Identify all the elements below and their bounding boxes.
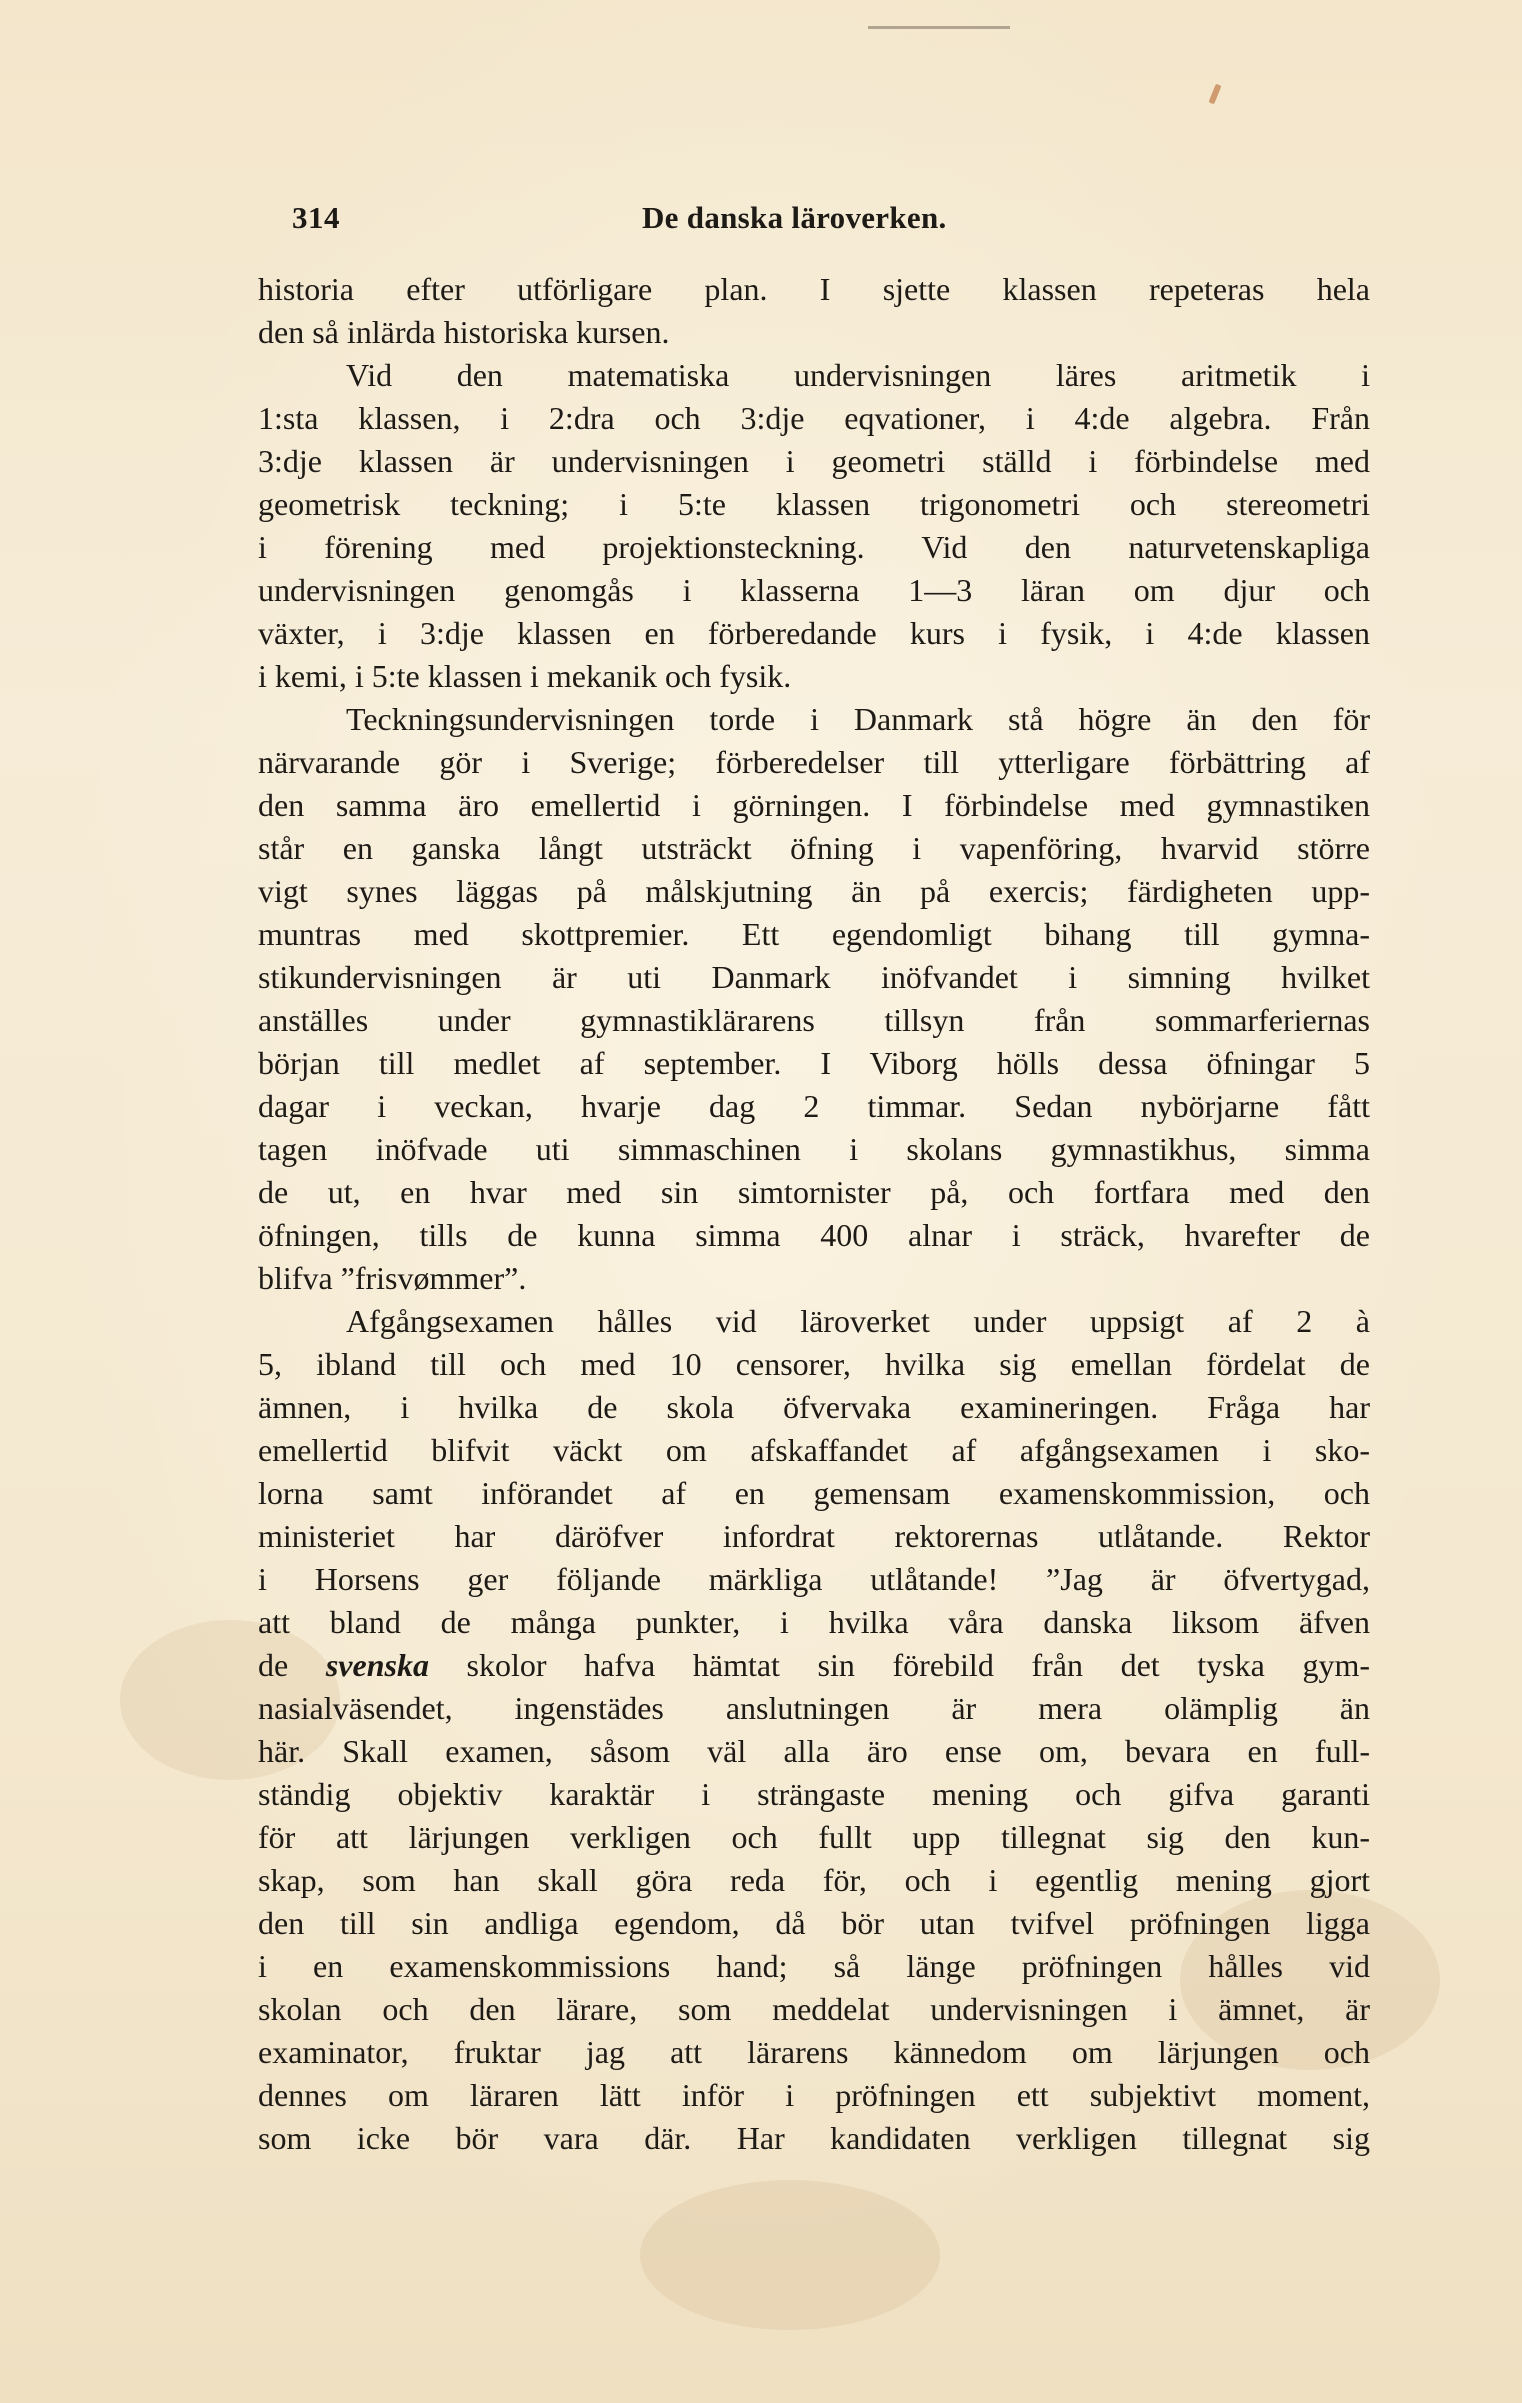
text-line: tagen inöfvade uti simmaschinen i skolans gymnastikhus, simma xyxy=(258,1131,1370,1167)
ink-spot xyxy=(1208,84,1221,105)
print-rule-mark xyxy=(868,26,1010,29)
text-line: den så inlärda historiska kursen. xyxy=(258,314,670,350)
text-line: ministeriet har däröfver infordrat rektorernas utlåtande. Rektor xyxy=(258,1518,1370,1554)
text-line: skap, som han skall göra reda för, och i egentlig mening gjort xyxy=(258,1862,1370,1898)
text-line: som icke bör vara där. Har kandidaten verkligen tillegnat sig xyxy=(258,2120,1370,2156)
text-line: den till sin andliga egendom, då bör utan tvifvel pröfningen ligga xyxy=(258,1905,1370,1941)
running-title: De danska läroverken. xyxy=(642,200,947,235)
text-line: i förening med projektionsteckning. Vid den naturvetenskapliga xyxy=(258,529,1370,565)
running-header xyxy=(292,200,1372,250)
text-line: undervisningen genomgås i klasserna 1—3 läran om djur och xyxy=(258,572,1370,608)
text-line: geometrisk teckning; i 5:te klassen trigonometri och stereometri xyxy=(258,486,1370,522)
text-segment: de xyxy=(258,1647,326,1683)
text-line: dennes om läraren lätt inför i pröfningen ett subjektivt moment, xyxy=(258,2077,1370,2113)
text-line: närvarande gör i Sverige; förberedelser till ytterligare förbättring af xyxy=(258,744,1370,780)
text-line: att bland de många punkter, i hvilka våra danska liksom äfven xyxy=(258,1604,1370,1640)
text-line-with-emphasis xyxy=(258,1644,1370,1687)
text-line: de ut, en hvar med sin simtornister på, och fortfara med den xyxy=(258,1174,1370,1210)
text-line: nasialväsendet, ingenstädes anslutningen är mera olämplig än xyxy=(258,1690,1370,1726)
text-line: ständig objektiv karaktär i strängaste mening och gifva garanti xyxy=(258,1776,1370,1812)
paragraph-start-line: Vid den matematiska undervisningen läres aritmetik i xyxy=(346,357,1370,393)
text-line: i kemi, i 5:te klassen i mekanik och fysik. xyxy=(258,658,792,694)
text-line: 5, ibland till och med 10 censorer, hvilka sig emellan fördelat de xyxy=(258,1346,1370,1382)
text-line: blifva ”frisvømmer”. xyxy=(258,1260,527,1296)
text-line: i Horsens ger följande märkliga utlåtande! ”Jag är öfvertygad, xyxy=(258,1561,1370,1597)
text-line: dagar i veckan, hvarje dag 2 timmar. Sedan nybörjarne fått xyxy=(258,1088,1370,1124)
page-number: 314 xyxy=(292,200,340,235)
text-line: skolan och den lärare, som meddelat undervisningen i ämnet, är xyxy=(258,1991,1370,2027)
text-line: 3:dje klassen är undervisningen i geometri ställd i förbindelse med xyxy=(258,443,1370,479)
body-text xyxy=(258,268,1370,2160)
paragraph-start-line: Afgångsexamen hålles vid läroverket under uppsigt af 2 à xyxy=(346,1303,1370,1339)
text-line: examinator, fruktar jag att lärarens kännedom om lärjungen och xyxy=(258,2034,1370,2070)
text-line: vigt synes läggas på målskjutning än på exercis; färdigheten upp- xyxy=(258,873,1370,909)
text-line: muntras med skottpremier. Ett egendomligt bihang till gymna- xyxy=(258,916,1370,952)
text-line: emellertid blifvit väckt om afskaffandet af afgångsexamen i sko- xyxy=(258,1432,1370,1468)
text-line: stikundervisningen är uti Danmark inöfvandet i simning hvilket xyxy=(258,959,1370,995)
text-line: lorna samt införandet af en gemensam examenskommission, och xyxy=(258,1475,1370,1511)
text-line: för att lärjungen verkligen och fullt upp tillegnat sig den kun- xyxy=(258,1819,1370,1855)
text-line: ämnen, i hvilka de skola öfvervaka examineringen. Fråga har xyxy=(258,1389,1370,1425)
text-line: början till medlet af september. I Viborg hölls dessa öfningar 5 xyxy=(258,1045,1370,1081)
text-line: växter, i 3:dje klassen en förberedande kurs i fysik, i 4:de klassen xyxy=(258,615,1370,651)
text-line: anställes under gymnastiklärarens tillsyn från sommarferiernas xyxy=(258,1002,1370,1038)
text-line: historia efter utförligare plan. I sjette klassen repeteras hela xyxy=(258,271,1370,307)
text-line: den samma äro emellertid i görningen. I förbindelse med gymnastiken xyxy=(258,787,1370,823)
text-line: öfningen, tills de kunna simma 400 alnar i sträck, hvarefter de xyxy=(258,1217,1370,1253)
paper-stain xyxy=(640,2180,940,2330)
paragraph-start-line: Teckningsundervisningen torde i Danmark stå högre än den för xyxy=(346,701,1370,737)
text-line: här. Skall examen, såsom väl alla äro ense om, bevara en full- xyxy=(258,1733,1370,1769)
text-line: 1:sta klassen, i 2:dra och 3:dje eqvationer, i 4:de algebra. Från xyxy=(258,400,1370,436)
text-line: i en examenskommissions hand; så länge pröfningen hålles vid xyxy=(258,1948,1370,1984)
text-segment: skolor hafva hämtat sin förebild från det tyska gym- xyxy=(428,1647,1370,1683)
text-line: står en ganska långt utsträckt öfning i vapenföring, hvarvid större xyxy=(258,830,1370,866)
emphasized-word: svenska xyxy=(325,1647,429,1683)
